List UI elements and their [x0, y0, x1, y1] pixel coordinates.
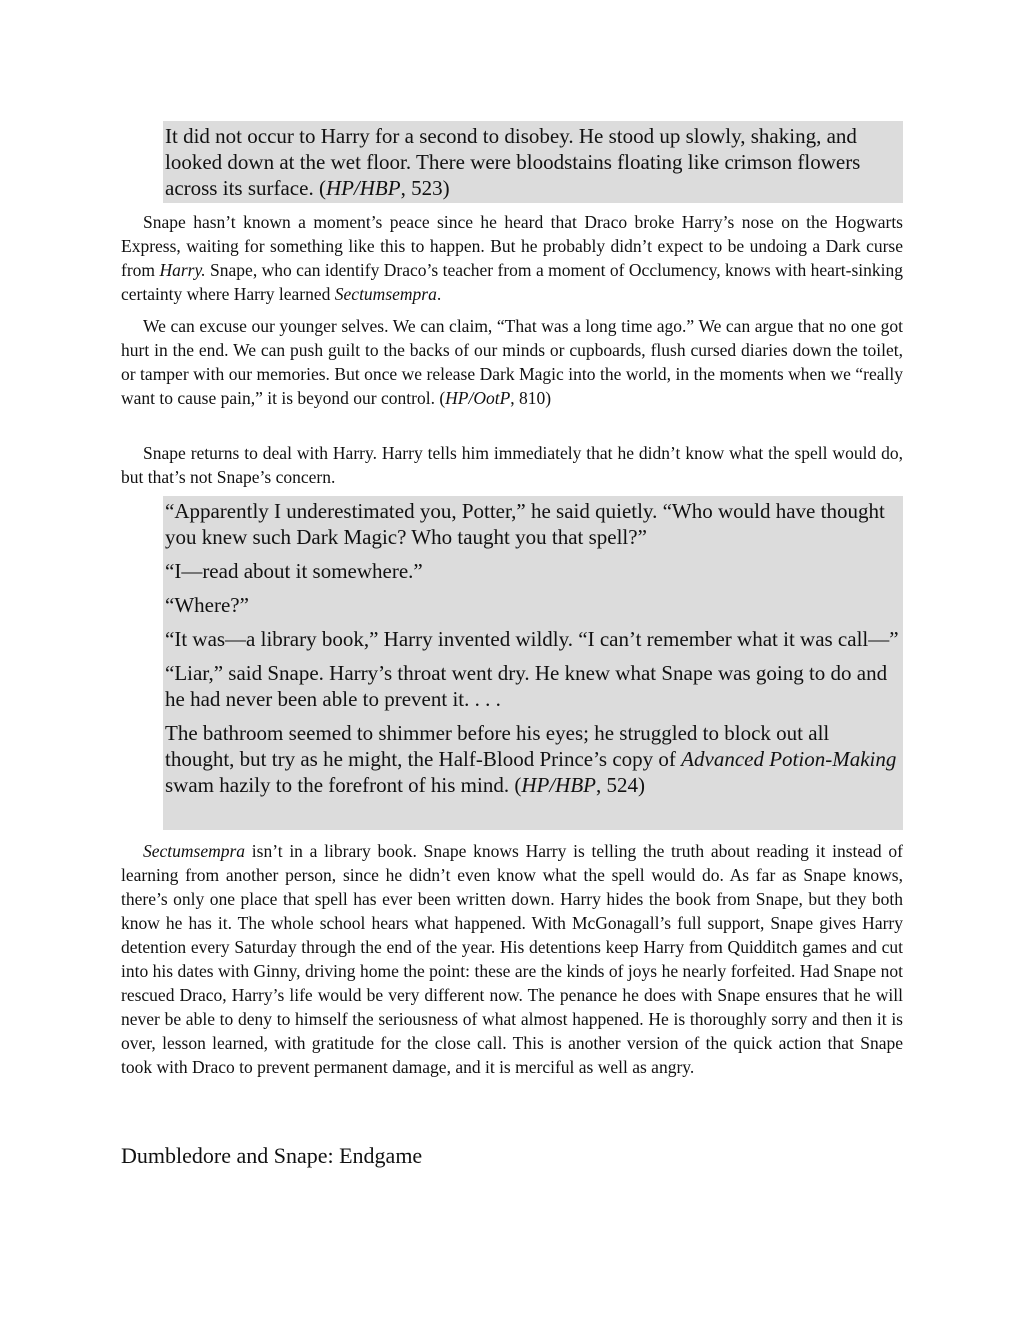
citation-page: , 524) — [596, 773, 645, 797]
body-paragraph-4 — [121, 839, 903, 1079]
block-quote-1 — [163, 121, 903, 203]
quote-line-6 — [165, 720, 903, 798]
italic-book-title: Advanced Potion-Making — [681, 747, 897, 771]
paragraph-text: We can excuse our younger selves. We can claim, “That was a long time ago.” We can argue that no one got hurt in the end. We can push guilt to the backs of our minds or cupboards, flush cursed diaries down the toilet, or tamper with our memories. But once we release Dark Magic into the world, in the moments when we “really want to cause pain,” it is beyond our control. ( — [121, 316, 903, 408]
quote-line-1: “Apparently I underestimated you, Potter,” he said quietly. “Who would have thought you knew such Dark Magic? Who taught you that spell?” — [165, 499, 885, 549]
italic-name: Harry. — [159, 260, 206, 280]
italic-spell-name: Sectumsempra — [334, 284, 437, 304]
quote-line-3: “Where?” — [165, 593, 249, 617]
paragraph-text: Snape returns to deal with Harry. Harry tells him immediately that he didn’t know what the spell would do, but that’s not Snape’s concern. — [121, 443, 903, 487]
paragraph-text: isn’t in a library book. Snape knows Harry is telling the truth about reading it instead of learning from another person, since he didn’t even know what the spell would do. As far as Snape knows, there’s only one place that spell has ever been written down. Harry hides the book from Snape, but they both know he has it. The whole school hears what happened. With McGonagall’s full support, Snape gives Harry detention every Saturday through the end of the year. His detentions keep Harry from Quidditch games and cut into his dates with Ginny, driving home the point: these are the kinds of joys he nearly forfeited. Had Snape not rescued Draco, Harry’s life would be very different now. The penance he does with Snape ensures that he will never be able to deny to himself the seriousness of what almost happened. He is thoroughly sorry and then it is over, lesson learned, with gratitude for the close call. This is another version of the quick action that Snape took with Draco to prevent permanent damage, and it is merciful as well as angry. — [121, 841, 903, 1077]
paragraph-text: . — [436, 284, 442, 304]
body-paragraph-1 — [121, 210, 903, 306]
quote-paragraph — [165, 123, 903, 201]
citation-title: HP/HBP — [325, 176, 401, 200]
quote-line-2: “I—read about it somewhere.” — [165, 559, 423, 583]
citation-page: , 810) — [510, 388, 552, 408]
quote-line-5: “Liar,” said Snape. Harry’s throat went dry. He knew what Snape was going to do and he had never been able to prevent it. . . . — [165, 661, 888, 711]
quote-text: swam hazily to the forefront of his mind. ( — [165, 773, 522, 797]
body-paragraph-3 — [121, 441, 903, 489]
quote-text: It did not occur to Harry for a second to disobey. He stood up slowly, shaking, and looked down at the wet floor. There were bloodstains floating like crimson flowers across its surface. ( — [165, 124, 861, 200]
citation-title: HP/HBP — [521, 773, 596, 797]
quote-line-4: “It was—a library book,” Harry invented wildly. “I can’t remember what it was call—” — [165, 627, 899, 651]
citation-title: HP/OotP — [445, 388, 511, 408]
citation-page: , 523) — [400, 176, 450, 200]
italic-spell-name: Sectumsempra — [143, 841, 246, 861]
paragraph-text: Snape hasn’t known a moment’s peace since he heard that Draco broke Harry’s nose on the Hogwarts Express, waiting for something like this to happen. But he probably didn’t expect to be undoing a Dark curse from — [121, 212, 903, 280]
paragraph-text: Snape, who can identify Draco’s teacher from a moment of Occlumency, knows with heart-sinking certainty where Harry learned — [121, 260, 903, 304]
quote-text: The bathroom seemed to shimmer before his eyes; he struggled to block out all thought, but try as he might, the Half-Blood Prince’s copy of — [165, 721, 830, 771]
block-quote-2 — [163, 496, 903, 830]
body-paragraph-2 — [121, 314, 903, 410]
section-heading: Dumbledore and Snape: Endgame — [121, 1143, 423, 1168]
